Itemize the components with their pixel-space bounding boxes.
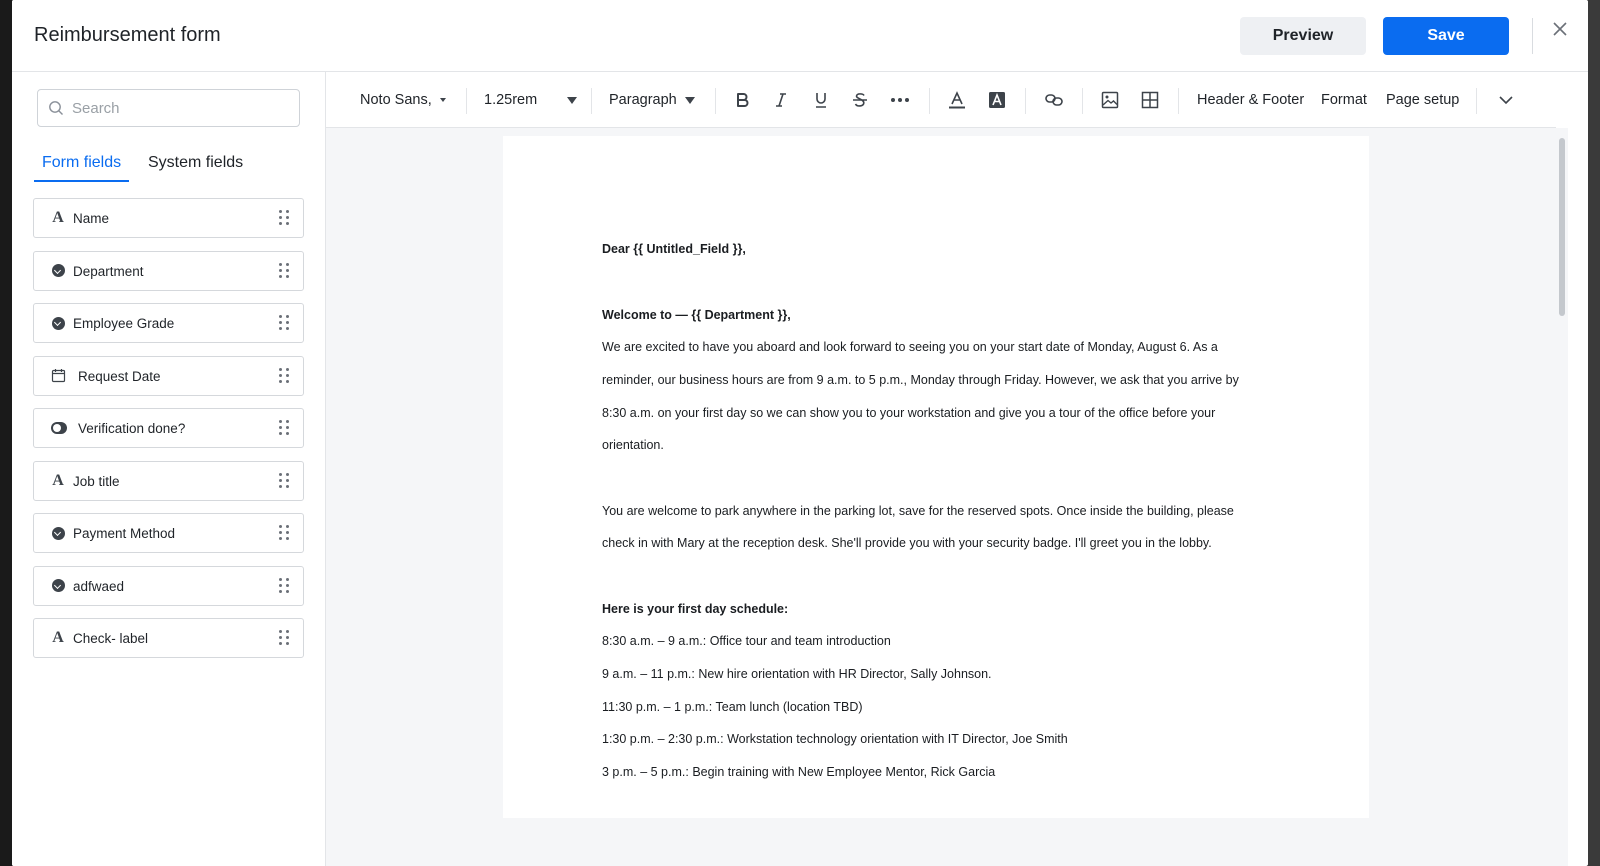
vertical-scrollbar[interactable]: [1556, 128, 1568, 866]
toolbar-divider: [1025, 88, 1026, 114]
paragraph-line: You are welcome to park anywhere in the parking lot, save for the reserved spots. Once inside the building, please: [602, 504, 1234, 518]
field-item-verification-done[interactable]: [33, 408, 304, 448]
field-list: [33, 198, 305, 671]
text-color-icon[interactable]: [945, 88, 969, 112]
font-family-select[interactable]: [360, 92, 446, 108]
toolbar-divider: [591, 88, 592, 114]
underline-icon[interactable]: [809, 88, 833, 112]
strikethrough-icon[interactable]: [848, 88, 872, 112]
italic-icon[interactable]: [769, 88, 793, 112]
field-label: Request Date: [78, 368, 161, 384]
toolbar-divider: [1178, 88, 1179, 114]
paragraph-line: 8:30 a.m. on your first day so we can show you to your workstation and give you a tour of the office before your: [602, 406, 1216, 420]
drag-handle-icon[interactable]: [279, 578, 289, 594]
caret-down-icon: [440, 98, 446, 102]
modal-header: [12, 0, 1588, 72]
drag-handle-icon[interactable]: [279, 473, 289, 489]
toggle-icon: [51, 420, 67, 436]
field-label: Job title: [73, 473, 120, 489]
schedule-item: 9 a.m. – 11 p.m.: New hire orientation with HR Director, Sally Johnson.: [602, 667, 992, 681]
field-label: Verification done?: [78, 421, 186, 436]
tab-system-fields[interactable]: System fields: [148, 154, 244, 171]
caret-down-icon: [567, 97, 577, 104]
drag-handle-icon[interactable]: [279, 368, 289, 384]
text-icon: A: [52, 471, 64, 489]
bold-icon[interactable]: [730, 88, 754, 112]
close-icon[interactable]: [1550, 20, 1570, 40]
field-item-department[interactable]: [33, 251, 304, 291]
page-title: Reimbursement form: [34, 24, 221, 46]
link-icon[interactable]: [1042, 88, 1066, 112]
drag-handle-icon[interactable]: [279, 630, 289, 646]
scrollbar-thumb[interactable]: [1559, 138, 1565, 316]
drag-handle-icon[interactable]: [279, 210, 289, 226]
field-item-payment-method[interactable]: [33, 513, 304, 553]
more-icon[interactable]: [888, 88, 912, 112]
field-label: adfwaed: [73, 578, 125, 594]
field-item-adfwaed[interactable]: [33, 566, 304, 606]
block-style-value: Paragraph: [609, 92, 677, 108]
welcome-line: Welcome to — {{ Department }},: [602, 308, 791, 322]
image-icon[interactable]: [1098, 88, 1122, 112]
field-item-name[interactable]: [33, 198, 304, 238]
schedule-item: 11:30 p.m. – 1 p.m.: Team lunch (location TBD): [602, 700, 863, 714]
drag-handle-icon[interactable]: [279, 315, 289, 331]
schedule-heading: Here is your first day schedule:: [602, 602, 789, 616]
schedule-item: 3 p.m. – 5 p.m.: Begin training with New Employee Mentor, Rick Garcia: [602, 765, 996, 779]
preview-button[interactable]: Preview: [1240, 17, 1366, 55]
block-style-select[interactable]: [609, 92, 695, 108]
greeting-line: Dear {{ Untitled_Field }},: [602, 242, 746, 256]
backdrop: [1588, 0, 1600, 866]
header-footer-button[interactable]: Header & Footer: [1197, 92, 1305, 108]
calendar-icon: [50, 368, 66, 384]
search-input[interactable]: [72, 98, 287, 118]
caret-down-icon: [685, 97, 695, 104]
page-setup-button[interactable]: Page setup: [1386, 92, 1460, 108]
field-label: Payment Method: [73, 526, 176, 541]
dropdown-icon: [50, 263, 66, 279]
font-family-value: Noto Sans,: [360, 92, 432, 108]
drag-handle-icon[interactable]: [279, 420, 289, 436]
toolbar-divider: [1082, 88, 1083, 114]
drag-handle-icon[interactable]: [279, 525, 289, 541]
field-item-check-label[interactable]: [33, 618, 304, 658]
document-page[interactable]: [503, 136, 1369, 818]
chevron-down-icon[interactable]: [1494, 88, 1518, 112]
field-item-request-date[interactable]: [33, 356, 304, 396]
dropdown-icon: [50, 578, 66, 594]
field-label: Employee Grade: [73, 316, 175, 331]
reimbursement-form-modal: [12, 0, 1588, 866]
schedule-item: 8:30 a.m. – 9 a.m.: Office tour and team introduction: [602, 634, 891, 648]
toolbar-divider: [466, 88, 467, 114]
format-button[interactable]: Format: [1321, 92, 1367, 108]
editor-toolbar: [326, 72, 1556, 128]
font-size-select[interactable]: [484, 92, 577, 108]
toolbar-divider: [929, 88, 930, 114]
search-icon: [48, 100, 64, 116]
dropdown-icon: [50, 525, 66, 541]
paragraph-line: check in with Mary at the reception desk. She'll provide you with your security badge. I'll greet you in the lobby.: [602, 536, 1212, 550]
table-icon[interactable]: [1138, 88, 1162, 112]
editor-canvas: [326, 128, 1556, 866]
paragraph-line: reminder, our business hours are from 9 a.m. to 5 p.m., Monday through Friday. However, we ask that you arrive by: [602, 373, 1239, 387]
paragraph-line: orientation.: [602, 438, 664, 452]
fields-sidebar: [12, 72, 326, 866]
paragraph-line: We are excited to have you aboard and look forward to seeing you on your start date of Monday, August 6. As a: [602, 340, 1218, 354]
tab-form-fields[interactable]: Form fields: [42, 154, 121, 182]
field-item-job-title[interactable]: [33, 461, 304, 501]
field-label: Department: [73, 263, 144, 279]
schedule-item: 1:30 p.m. – 2:30 p.m.: Workstation technology orientation with IT Director, Joe Smith: [602, 732, 1068, 746]
field-label: Check- label: [73, 631, 149, 646]
field-item-employee-grade[interactable]: [33, 303, 304, 343]
text-icon: A: [52, 629, 64, 646]
save-button[interactable]: Save: [1383, 17, 1509, 55]
toolbar-divider: [715, 88, 716, 114]
font-size-value: 1.25rem: [484, 92, 538, 108]
dropdown-icon: [50, 315, 66, 331]
toolbar-divider: [1476, 88, 1477, 114]
search-box[interactable]: [37, 89, 300, 127]
header-divider: [1532, 18, 1533, 54]
field-label: Name: [73, 211, 110, 226]
drag-handle-icon[interactable]: [279, 263, 289, 279]
text-icon: A: [52, 209, 64, 226]
highlight-icon[interactable]: [985, 88, 1009, 112]
